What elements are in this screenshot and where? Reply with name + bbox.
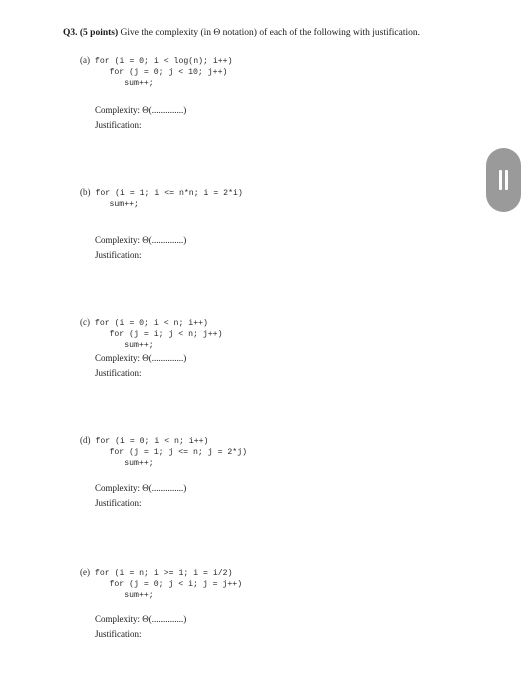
code-line: for (j = 1; j <= n; j = 2*j) [80,448,248,457]
code-line: (c) for (i = 0; i < n; i++) [80,317,208,328]
complexity-label: Complexity: Θ(..............) [95,105,187,115]
question-header [63,28,420,38]
part-a [80,55,480,89]
part-d [80,435,480,469]
code-line: (e) for (i = n; i >= 1; i = i/2) [80,567,233,578]
answer-block-d [95,481,186,511]
justification-label: Justification: [95,629,142,639]
part-label: (d) [80,435,91,445]
part-b [80,187,480,210]
code-line: for (j = 0; j < 10; j++) [80,68,228,77]
code-line: (a) for (i = 0; i < log(n); i++) [80,55,233,66]
code-line: sum++; [80,79,154,88]
complexity-label: Complexity: Θ(..............) [95,483,187,493]
code-line: sum++; [80,200,139,209]
scroll-handle[interactable] [486,148,521,212]
part-label: (e) [80,567,90,577]
justification-label: Justification: [95,120,142,130]
code-line: sum++; [80,459,154,468]
pause-bars-icon [499,170,502,190]
code-line: sum++; [80,341,154,350]
question-prompt: Give the complexity (in Θ notation) of each of the following with justification. [120,28,420,38]
pause-bars-icon [505,170,508,190]
part-label: (a) [80,55,90,65]
justification-label: Justification: [95,498,142,508]
answer-block-b [95,233,186,263]
question-number: Q3. [63,28,78,38]
code-line: (d) for (i = 0; i < n; i++) [80,435,209,446]
justification-label: Justification: [95,250,142,260]
part-label: (c) [80,317,90,327]
complexity-label: Complexity: Θ(..............) [95,353,187,363]
answer-block-e [95,612,186,642]
code-line: for (j = 0; j < i; j = j++) [80,580,243,589]
part-label: (b) [80,187,91,197]
complexity-label: Complexity: Θ(..............) [95,614,187,624]
answer-block-c [95,351,186,381]
part-c [80,317,480,351]
code-line: sum++; [80,591,154,600]
justification-label: Justification: [95,368,142,378]
code-line: for (j = i; j < n; j++) [80,330,223,339]
answer-block-a [95,103,186,133]
question-points: (5 points) [79,28,119,38]
complexity-label: Complexity: Θ(..............) [95,235,187,245]
part-e [80,567,480,601]
code-line: (b) for (i = 1; i <= n*n; i = 2*i) [80,187,243,198]
